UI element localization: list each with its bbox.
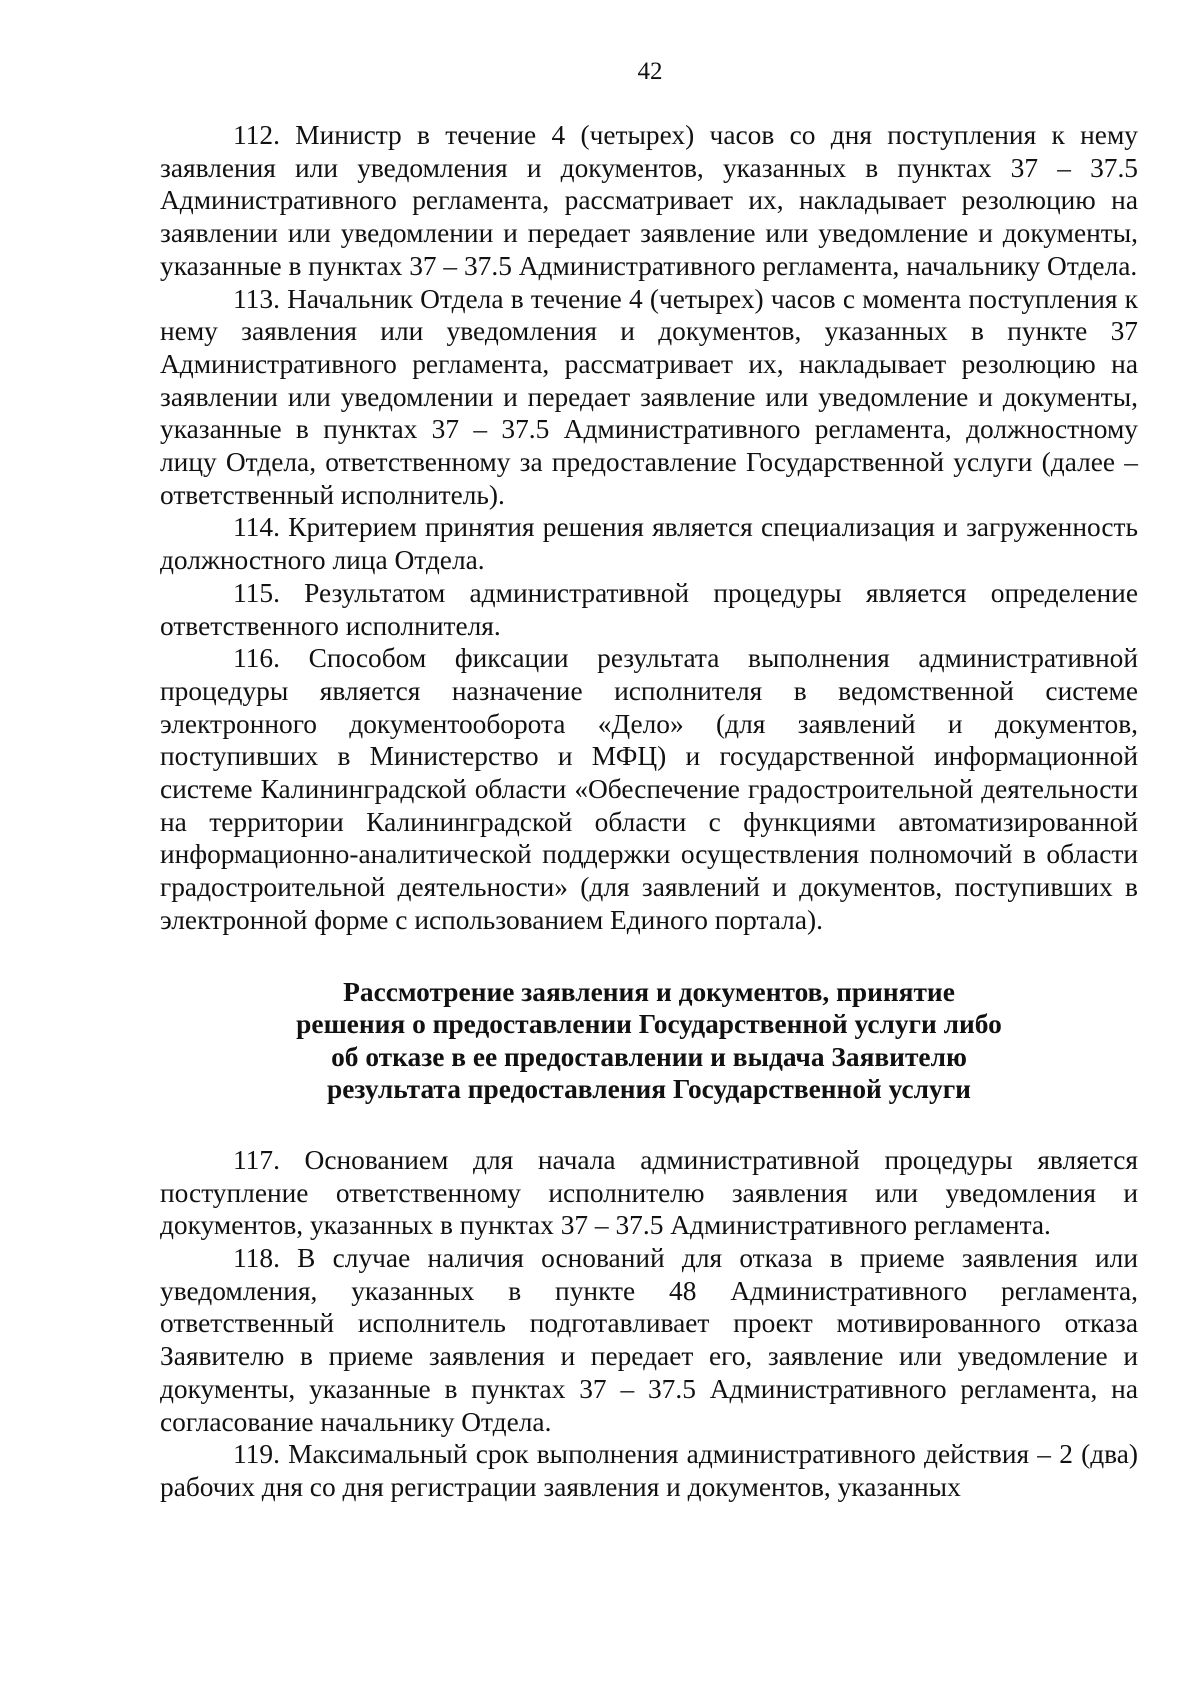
section-heading <box>160 976 1138 1106</box>
paragraph-114: 114. Критерием принятия решения является специализация и загруженность должностного лица Отдела. <box>160 512 1138 576</box>
paragraph-116: 116. Способом фиксации результата выполнения административной процедуры является назначение исполнителя в ведомственной системе электронного документооборота «Дело» (для заявлений и документов, поступивших в Министерство и МФЦ) и государственной информационной системе Калининградской области «Обеспечение градостроительной деятельности на территории Калининградской области с функциями автоматизированной информационно-аналитической поддержки осуществления полномочий в области градостроительной деятельности» (для заявлений и документов, поступивших в электронной форме с использованием Единого портала). <box>160 643 1138 935</box>
paragraph-112: 112. Министр в течение 4 (четырех) часов со дня поступления к нему заявления или уведомления и документов, указанных в пунктах 37 – 37.5 Административного регламента, рассматривает их, накладывает резолюцию на заявлении или уведомлении и передает заявление или уведомление и документы, указанные в пунктах 37 – 37.5 Административного регламента, начальнику Отдела. <box>160 120 1138 281</box>
paragraph-117: 117. Основанием для начала административной процедуры является поступление ответственному исполнителю заявления или уведомления и документов, указанных в пунктах 37 – 37.5 Административного регламента. <box>160 1144 1138 1241</box>
section-heading-line: об отказе в ее предоставлении и выдача Заявителю <box>331 1041 967 1072</box>
paragraph-115: 115. Результатом административной процедуры является определение ответственного исполнителя. <box>160 577 1138 641</box>
page-number: 42 <box>637 58 663 85</box>
section-heading-line: решения о предоставлении Государственной услуги либо <box>296 1009 1002 1040</box>
section-heading-line: Рассмотрение заявления и документов, принятие <box>343 976 955 1007</box>
section-heading-line: результата предоставления Государственной услуги <box>327 1074 971 1105</box>
paragraph-119: 119. Максимальный срок выполнения административного действия – 2 (два) рабочих дня со дня регистрации заявления и документов, указанных <box>160 1439 1138 1502</box>
document-body <box>160 119 1138 1504</box>
paragraph-113: 113. Начальник Отдела в течение 4 (четырех) часов с момента поступления к нему заявления или уведомления и документов, указанных в пункте 37 Административного регламента, рассматривает их, накладывает резолюцию на заявлении или уведомлении и передает заявление или уведомление и документы, указанные в пунктах 37 – 37.5 Административного регламента, должностному лицу Отдела, ответственному за предоставление Государственной услуги (далее – ответственный исполнитель). <box>160 283 1138 510</box>
paragraph-118: 118. В случае наличия оснований для отказа в приеме заявления или уведомления, указанных в пункте 48 Административного регламента, ответственный исполнитель подготавливает проект мотивированного отказа Заявителю в приеме заявления и передает его, заявление или уведомление и документы, указанные в пунктах 37 – 37.5 Административного регламента, на согласование начальнику Отдела. <box>160 1243 1138 1437</box>
